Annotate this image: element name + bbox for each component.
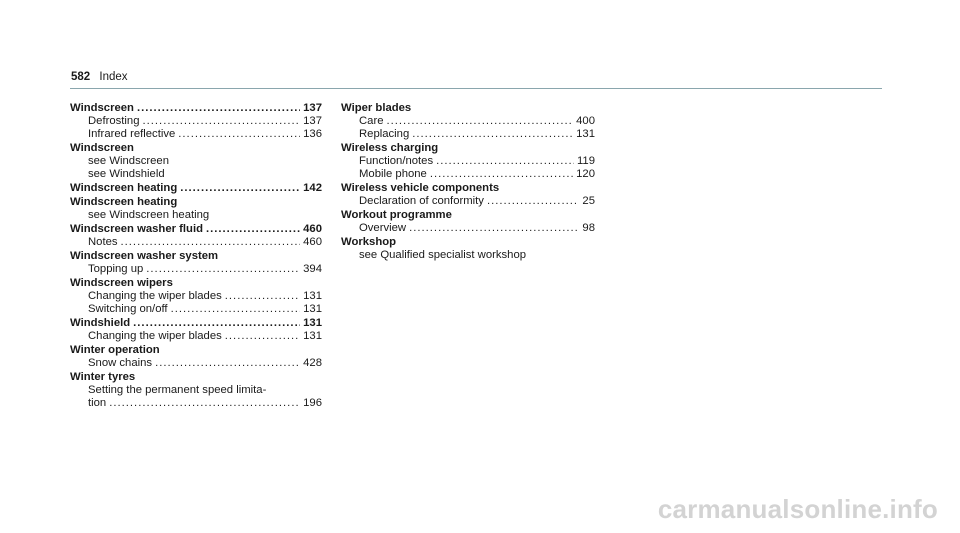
dot-leader (109, 397, 300, 410)
entry-subitem-text: Declaration of conformity (359, 195, 484, 207)
page-reference: 137 (303, 102, 322, 114)
index-entry (70, 317, 322, 343)
index-entry (70, 250, 322, 276)
entry-subitem-text: Setting the permanent speed limita- (88, 384, 267, 396)
entry-subitem (70, 128, 322, 141)
page-reference: 428 (303, 357, 322, 369)
index-entry (341, 209, 595, 235)
index-entry (70, 277, 322, 316)
entry-heading-text: Windscreen heating (70, 182, 178, 194)
entry-heading (70, 277, 322, 290)
entry-heading-text: Windscreen (70, 142, 134, 154)
entry-heading (341, 182, 595, 195)
entry-subitem (70, 263, 322, 276)
entry-subitem-text: Notes (88, 236, 118, 248)
entry-heading (70, 223, 322, 236)
entry-subitem (70, 397, 322, 410)
entry-heading-text: Wireless charging (341, 142, 439, 154)
index-entry (70, 344, 322, 370)
entry-subitem (70, 384, 322, 397)
entry-subitem-text: Infrared reflective (88, 128, 176, 140)
dot-leader (180, 182, 300, 195)
page-reference: 460 (303, 236, 322, 248)
dot-leader (143, 115, 301, 128)
entry-subitem-text: see Windscreen (88, 155, 169, 167)
dot-leader (430, 168, 573, 181)
index-entry (70, 196, 322, 222)
entry-subitem-text: Mobile phone (359, 168, 427, 180)
dot-leader (487, 195, 579, 208)
entry-subitem (70, 168, 322, 181)
page-reference: 196 (303, 397, 322, 409)
page-reference: 400 (576, 115, 595, 127)
page-reference: 136 (303, 128, 322, 140)
dot-leader (387, 115, 574, 128)
entry-heading (70, 371, 322, 384)
watermark: carmanualsonline.info (657, 494, 938, 524)
page-reference: 131 (303, 303, 322, 315)
page-reference: 119 (576, 155, 595, 167)
index-entry (341, 142, 595, 181)
dot-leader (412, 128, 573, 141)
entry-subitem (70, 155, 322, 168)
entry-heading (70, 142, 322, 155)
entry-heading-text: Windscreen heating (70, 196, 178, 208)
entry-subitem-text: Defrosting (88, 115, 140, 127)
entry-subitem (70, 330, 322, 343)
entry-subitem-text: see Windshield (88, 168, 165, 180)
entry-subitem (70, 357, 322, 370)
entry-heading-text: Windscreen wipers (70, 277, 173, 289)
entry-heading (341, 142, 595, 155)
entry-subitem (70, 236, 322, 249)
entry-heading-text: Windscreen washer system (70, 250, 219, 262)
dot-leader (409, 222, 579, 235)
entry-subitem-text: Changing the wiper blades (88, 290, 222, 302)
entry-subitem (341, 249, 595, 262)
entry-subitem-text: Snow chains (88, 357, 153, 369)
index-entry (341, 236, 595, 262)
dot-leader (171, 303, 301, 316)
page-reference: 131 (576, 128, 595, 140)
entry-subitem (341, 168, 595, 181)
entry-subitem (341, 128, 595, 141)
entry-heading-text: Winter tyres (70, 371, 136, 383)
index-entry (341, 102, 595, 141)
entry-subitem (341, 195, 595, 208)
entry-heading-text: Workout programme (341, 209, 452, 221)
index-entry (70, 223, 322, 249)
index-entry (70, 142, 322, 181)
page-reference: 142 (303, 182, 322, 194)
dot-leader (137, 102, 300, 115)
dot-leader (225, 290, 300, 303)
page-reference: 120 (576, 168, 595, 180)
entry-heading-text: Winter operation (70, 344, 160, 356)
index-entry (70, 371, 322, 410)
entry-heading-text: Windscreen (70, 102, 134, 114)
page-reference: 460 (303, 223, 322, 235)
dot-leader (178, 128, 300, 141)
entry-heading (70, 102, 322, 115)
entry-subitem (70, 115, 322, 128)
entry-subitem (341, 155, 595, 168)
entry-heading-text: Wiper blades (341, 102, 412, 114)
page-reference: 131 (303, 330, 322, 342)
entry-heading (70, 344, 322, 357)
index-column-left (70, 102, 322, 411)
page-header (71, 71, 128, 83)
entry-heading (70, 182, 322, 195)
dot-leader (133, 317, 300, 330)
entry-subitem-text: see Qualified specialist workshop (359, 249, 527, 261)
page-reference: 394 (303, 263, 322, 275)
entry-heading (341, 102, 595, 115)
entry-subitem-text: Topping up (88, 263, 144, 275)
header-divider (70, 88, 882, 89)
entry-heading-text: Windscreen washer fluid (70, 223, 203, 235)
entry-heading (341, 236, 595, 249)
page-number: 582 (71, 71, 91, 83)
dot-leader (155, 357, 300, 370)
dot-leader (121, 236, 301, 249)
entry-heading-text: Wireless vehicle components (341, 182, 500, 194)
entry-subitem-text: see Windscreen heating (88, 209, 210, 221)
entry-subitem-text: Care (359, 115, 384, 127)
entry-subitem (70, 290, 322, 303)
entry-heading-text: Workshop (341, 236, 397, 248)
entry-heading-text: Windshield (70, 317, 131, 329)
entry-subitem (70, 209, 322, 222)
entry-subitem (341, 115, 595, 128)
page-reference: 98 (582, 222, 595, 234)
entry-heading (70, 250, 322, 263)
index-column-right (341, 102, 595, 263)
entry-subitem-text: Overview (359, 222, 407, 234)
dot-leader (146, 263, 300, 276)
page-reference: 25 (582, 195, 595, 207)
index-entry (70, 102, 322, 141)
entry-subitem (341, 222, 595, 235)
page-reference: 131 (303, 317, 322, 329)
entry-heading (341, 209, 595, 222)
index-entry (341, 182, 595, 208)
dot-leader (436, 155, 574, 168)
dot-leader (225, 330, 300, 343)
entry-subitem-text: Function/notes (359, 155, 434, 167)
section-title: Index (99, 71, 128, 83)
entry-subitem-text: Replacing (359, 128, 410, 140)
entry-subitem-text: tion (88, 397, 107, 409)
page-reference: 131 (303, 290, 322, 302)
entry-heading (70, 196, 322, 209)
entry-heading (70, 317, 322, 330)
dot-leader (206, 223, 300, 236)
entry-subitem-text: Switching on/off (88, 303, 168, 315)
page-reference: 137 (303, 115, 322, 127)
entry-subitem-text: Changing the wiper blades (88, 330, 222, 342)
index-entry (70, 182, 322, 195)
entry-subitem (70, 303, 322, 316)
